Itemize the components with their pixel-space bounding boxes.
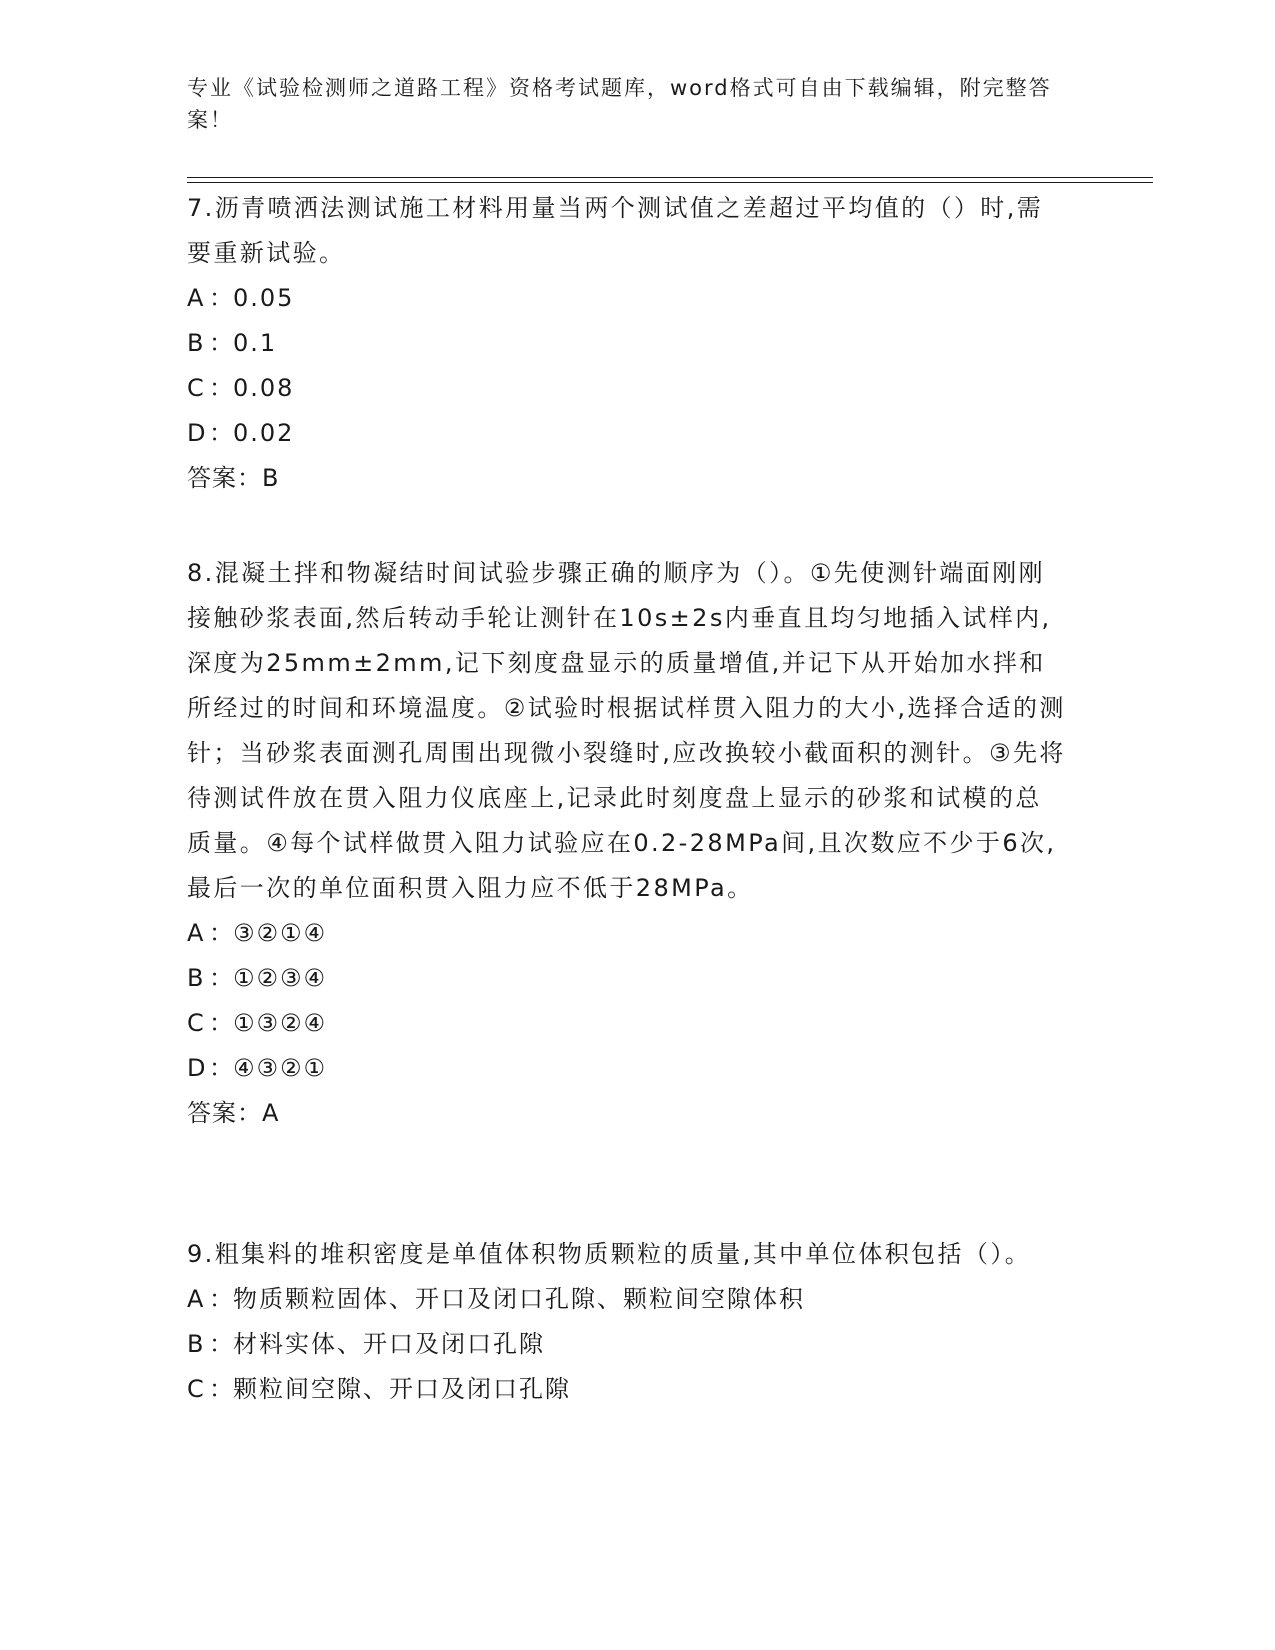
answer-line: 答案：B	[187, 464, 280, 492]
option-text: 材料实体、开口及闭口孔隙	[233, 1330, 545, 1358]
option-text: 0.02	[233, 419, 295, 447]
option-b: B ：①②③④	[187, 956, 1067, 1001]
option-letter: B	[187, 329, 206, 357]
question-7	[187, 186, 1067, 500]
option-letter: D	[187, 419, 208, 447]
option-text: 0.1	[233, 329, 278, 357]
option-letter: C	[187, 374, 206, 402]
question-stem: 7.沥青喷洒法测试施工材料用量当两个测试值之差超过平均值的（）时,需要重新试验。	[187, 194, 1044, 267]
option-b: B ：材料实体、开口及闭口孔隙	[187, 1322, 1067, 1367]
option-c: C ：颗粒间空隙、开口及闭口孔隙	[187, 1367, 1067, 1412]
option-letter: C	[187, 1375, 206, 1403]
option-a: A ：③②①④	[187, 911, 1067, 956]
option-text: 颗粒间空隙、开口及闭口孔隙	[233, 1375, 571, 1403]
question-8	[187, 551, 1067, 1135]
option-text: 0.05	[233, 284, 295, 312]
option-c: C ：①③②④	[187, 1001, 1067, 1046]
option-text: ③②①④	[233, 919, 328, 947]
option-a: A ：0.05	[187, 276, 1067, 321]
option-letter: A	[187, 1285, 206, 1313]
option-text: ①③②④	[233, 1009, 328, 1037]
header-rule-bottom	[187, 182, 1153, 183]
question-stem: 9.粗集料的堆积密度是单值体积物质颗粒的质量,其中单位体积包括（）。	[187, 1240, 1032, 1268]
option-letter: C	[187, 1009, 206, 1037]
answer-line: 答案：A	[187, 1099, 280, 1127]
option-text: ①②③④	[233, 964, 328, 992]
question-stem: 8.混凝土拌和物凝结时间试验步骤正确的顺序为（）。①先使测针端面刚刚接触砂浆表面,然后转动手轮让测针在10s±2s内垂直且均匀地插入试样内,深度为25mm±2mm,记下刻度盘显示的质量增值,并记下从开始加水拌和所经过的时间和环境温度。②试验时根据试样贯入阻力的大小,选择合适的测针；当砂浆表面测孔周围出现微小裂缝时,应改换较小截面积的测针。③先将待测试件放在贯入阻力仪底座上,记录此时刻度盘上显示的砂浆和试模的总质量。④每个试样做贯入阻力试验应在0.2-28MPa间,且次数应不少于6次,最后一次的单位面积贯入阻力应不低于28MPa。	[187, 559, 1066, 902]
option-d: D：④③②①	[187, 1046, 1067, 1091]
option-text: 物质颗粒固体、开口及闭口孔隙、颗粒间空隙体积	[233, 1285, 805, 1313]
header-rule-top	[187, 177, 1153, 178]
option-b: B ：0.1	[187, 321, 1067, 366]
option-letter: A	[187, 284, 206, 312]
option-text: 0.08	[233, 374, 295, 402]
document-header: 专业《试验检测师之道路工程》资格考试题库，word格式可自由下载编辑，附完整答案！	[187, 76, 1052, 132]
option-letter: A	[187, 919, 206, 947]
option-a: A ：物质颗粒固体、开口及闭口孔隙、颗粒间空隙体积	[187, 1277, 1067, 1322]
option-letter: B	[187, 964, 206, 992]
option-c: C ：0.08	[187, 366, 1067, 411]
option-letter: B	[187, 1330, 206, 1358]
question-9	[187, 1232, 1067, 1412]
option-letter: D	[187, 1054, 208, 1082]
option-d: D：0.02	[187, 411, 1067, 456]
option-text: ④③②①	[233, 1054, 328, 1082]
